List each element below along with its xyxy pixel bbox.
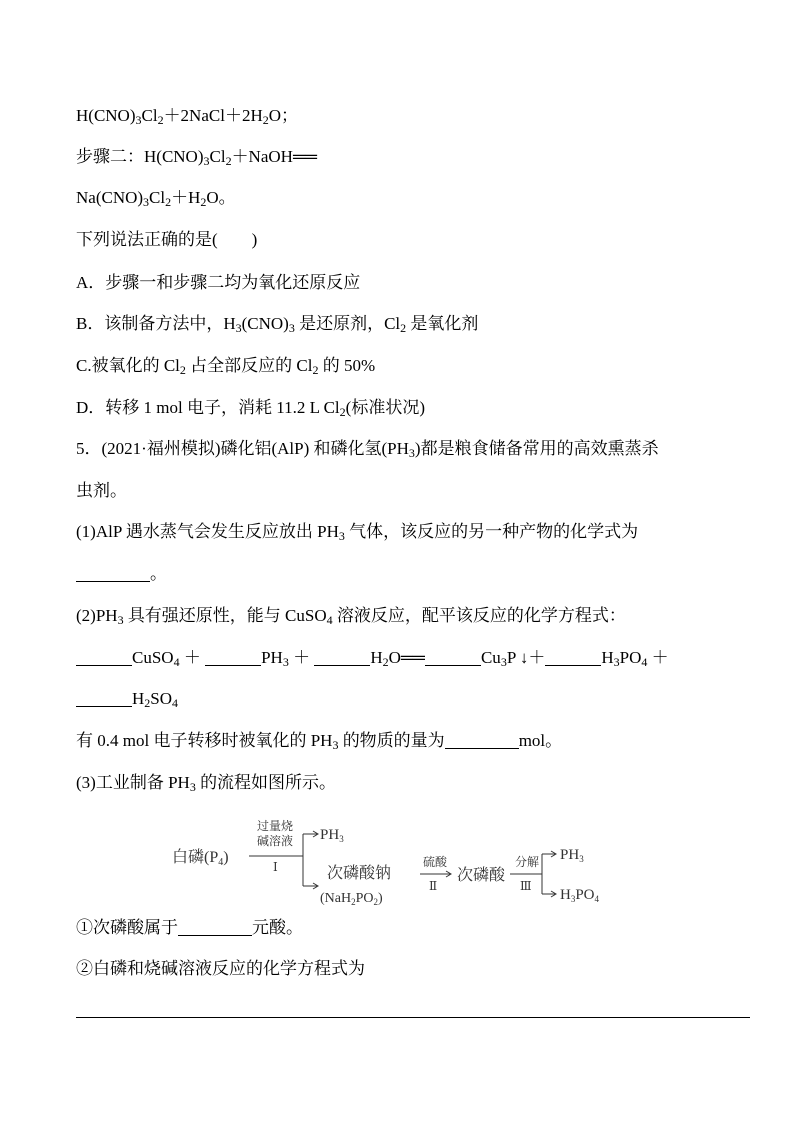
ph3-product-label: $PH_3$ <box>320 827 344 844</box>
option-a: A．步骤一和步骤二均为氧化还原反应 <box>76 273 361 292</box>
question-stem: 下列说法正确的是( ) <box>76 230 258 249</box>
option-b: B．该制备方法中，$H_3(CNO)_3$ 是还原剂，$Cl_2$ 是氧化剂 <box>76 314 479 335</box>
answer-blank[interactable] <box>76 565 150 582</box>
subquestion-3-part-2: ②白磷和烧碱溶液反应的化学方程式为 <box>76 959 365 978</box>
answer-line[interactable] <box>76 1017 750 1018</box>
option-c: C.被氧化的 $Cl_2$ 占全部反应的 $Cl_2$ 的 50% <box>76 356 376 377</box>
step2-number: Ⅱ <box>429 879 438 893</box>
balance-equation-cont: $H_2SO_4$ <box>76 688 178 710</box>
process-flow-diagram <box>170 818 630 908</box>
subquestion-1-answer: 。 <box>76 563 167 585</box>
answer-blank-mol[interactable] <box>445 732 519 749</box>
step-two-line: 步骤二：$H(CNO)_3Cl_2+NaOH══$ <box>76 147 318 168</box>
coefficient-blank-ph3[interactable] <box>205 649 261 666</box>
coefficient-blank-h2o[interactable] <box>314 649 370 666</box>
step2-reagent: 硫酸 <box>423 855 448 869</box>
ph3-decomposition-product: $PH_3$ <box>560 847 584 864</box>
subquestion-3-part-1: ①次磷酸属于 元酸。 <box>76 918 303 937</box>
question-5-stem: 5．(2021·福州模拟)磷化铝(AlP) 和磷化氢$(PH_3)$都是粮食储备常用的高效熏蒸杀 <box>76 439 659 460</box>
answer-blank-acid[interactable] <box>178 919 252 936</box>
step1-reagent-line1: 过量烧 <box>257 819 294 833</box>
hypophosphorous-acid-label: 次磷酸 <box>457 867 506 884</box>
coefficient-blank-cuso4[interactable] <box>76 649 132 666</box>
subquestion-1: (1)AlP 遇水蒸气会发生反应放出 $PH_3$ 气体，该反应的另一种产物的化学式为 <box>76 522 639 543</box>
balance-equation: CuSO$_4$ ＋ $PH_3$ ＋ $H_2O══$ $Cu_3P$ ↓＋ $H_3PO_4$ ＋ <box>76 647 669 669</box>
step1-number: Ⅰ <box>273 860 278 874</box>
equation-line-1: $H(CNO)_3Cl_2+2NaCl+2H_2O$； <box>76 106 299 127</box>
coefficient-blank-h2so4[interactable] <box>76 690 132 707</box>
question-5-stem-cont: 虫剂。 <box>76 481 127 500</box>
h3po4-decomposition-product: $H_3PO_4$ <box>560 887 600 904</box>
coefficient-blank-cu3p[interactable] <box>425 649 481 666</box>
sodium-hypophosphite-label: 次磷酸钠 <box>327 865 392 882</box>
electron-transfer-question: 有 0.4 mol 电子转移时被氧化的 $PH_3$ 的物质的量为 mol。 <box>76 731 563 752</box>
equation-line-3: $Na(CNO)_3Cl_2+H_2O$。 <box>76 188 236 209</box>
coefficient-blank-h3po4[interactable] <box>545 649 601 666</box>
white-phosphorus-label: 白磷(P4) <box>172 849 229 868</box>
option-d: D．转移 1 mol 电子，消耗 11.2 L $Cl_2$(标准状况) <box>76 398 425 419</box>
step1-reagent-line2: 碱溶液 <box>257 834 294 848</box>
sodium-hypophosphite-formula: $(NaH_2PO_2)$ <box>320 891 383 907</box>
step3-reagent: 分解 <box>515 855 540 869</box>
subquestion-2: $(2)PH_3$ 具有强还原性，能与 CuSO$_4$ 溶液反应，配平该反应的化学方程式： <box>76 606 626 627</box>
step3-number: Ⅲ <box>520 879 532 893</box>
subquestion-3: (3)工业制备 $PH_3$ 的流程如图所示。 <box>76 773 337 794</box>
